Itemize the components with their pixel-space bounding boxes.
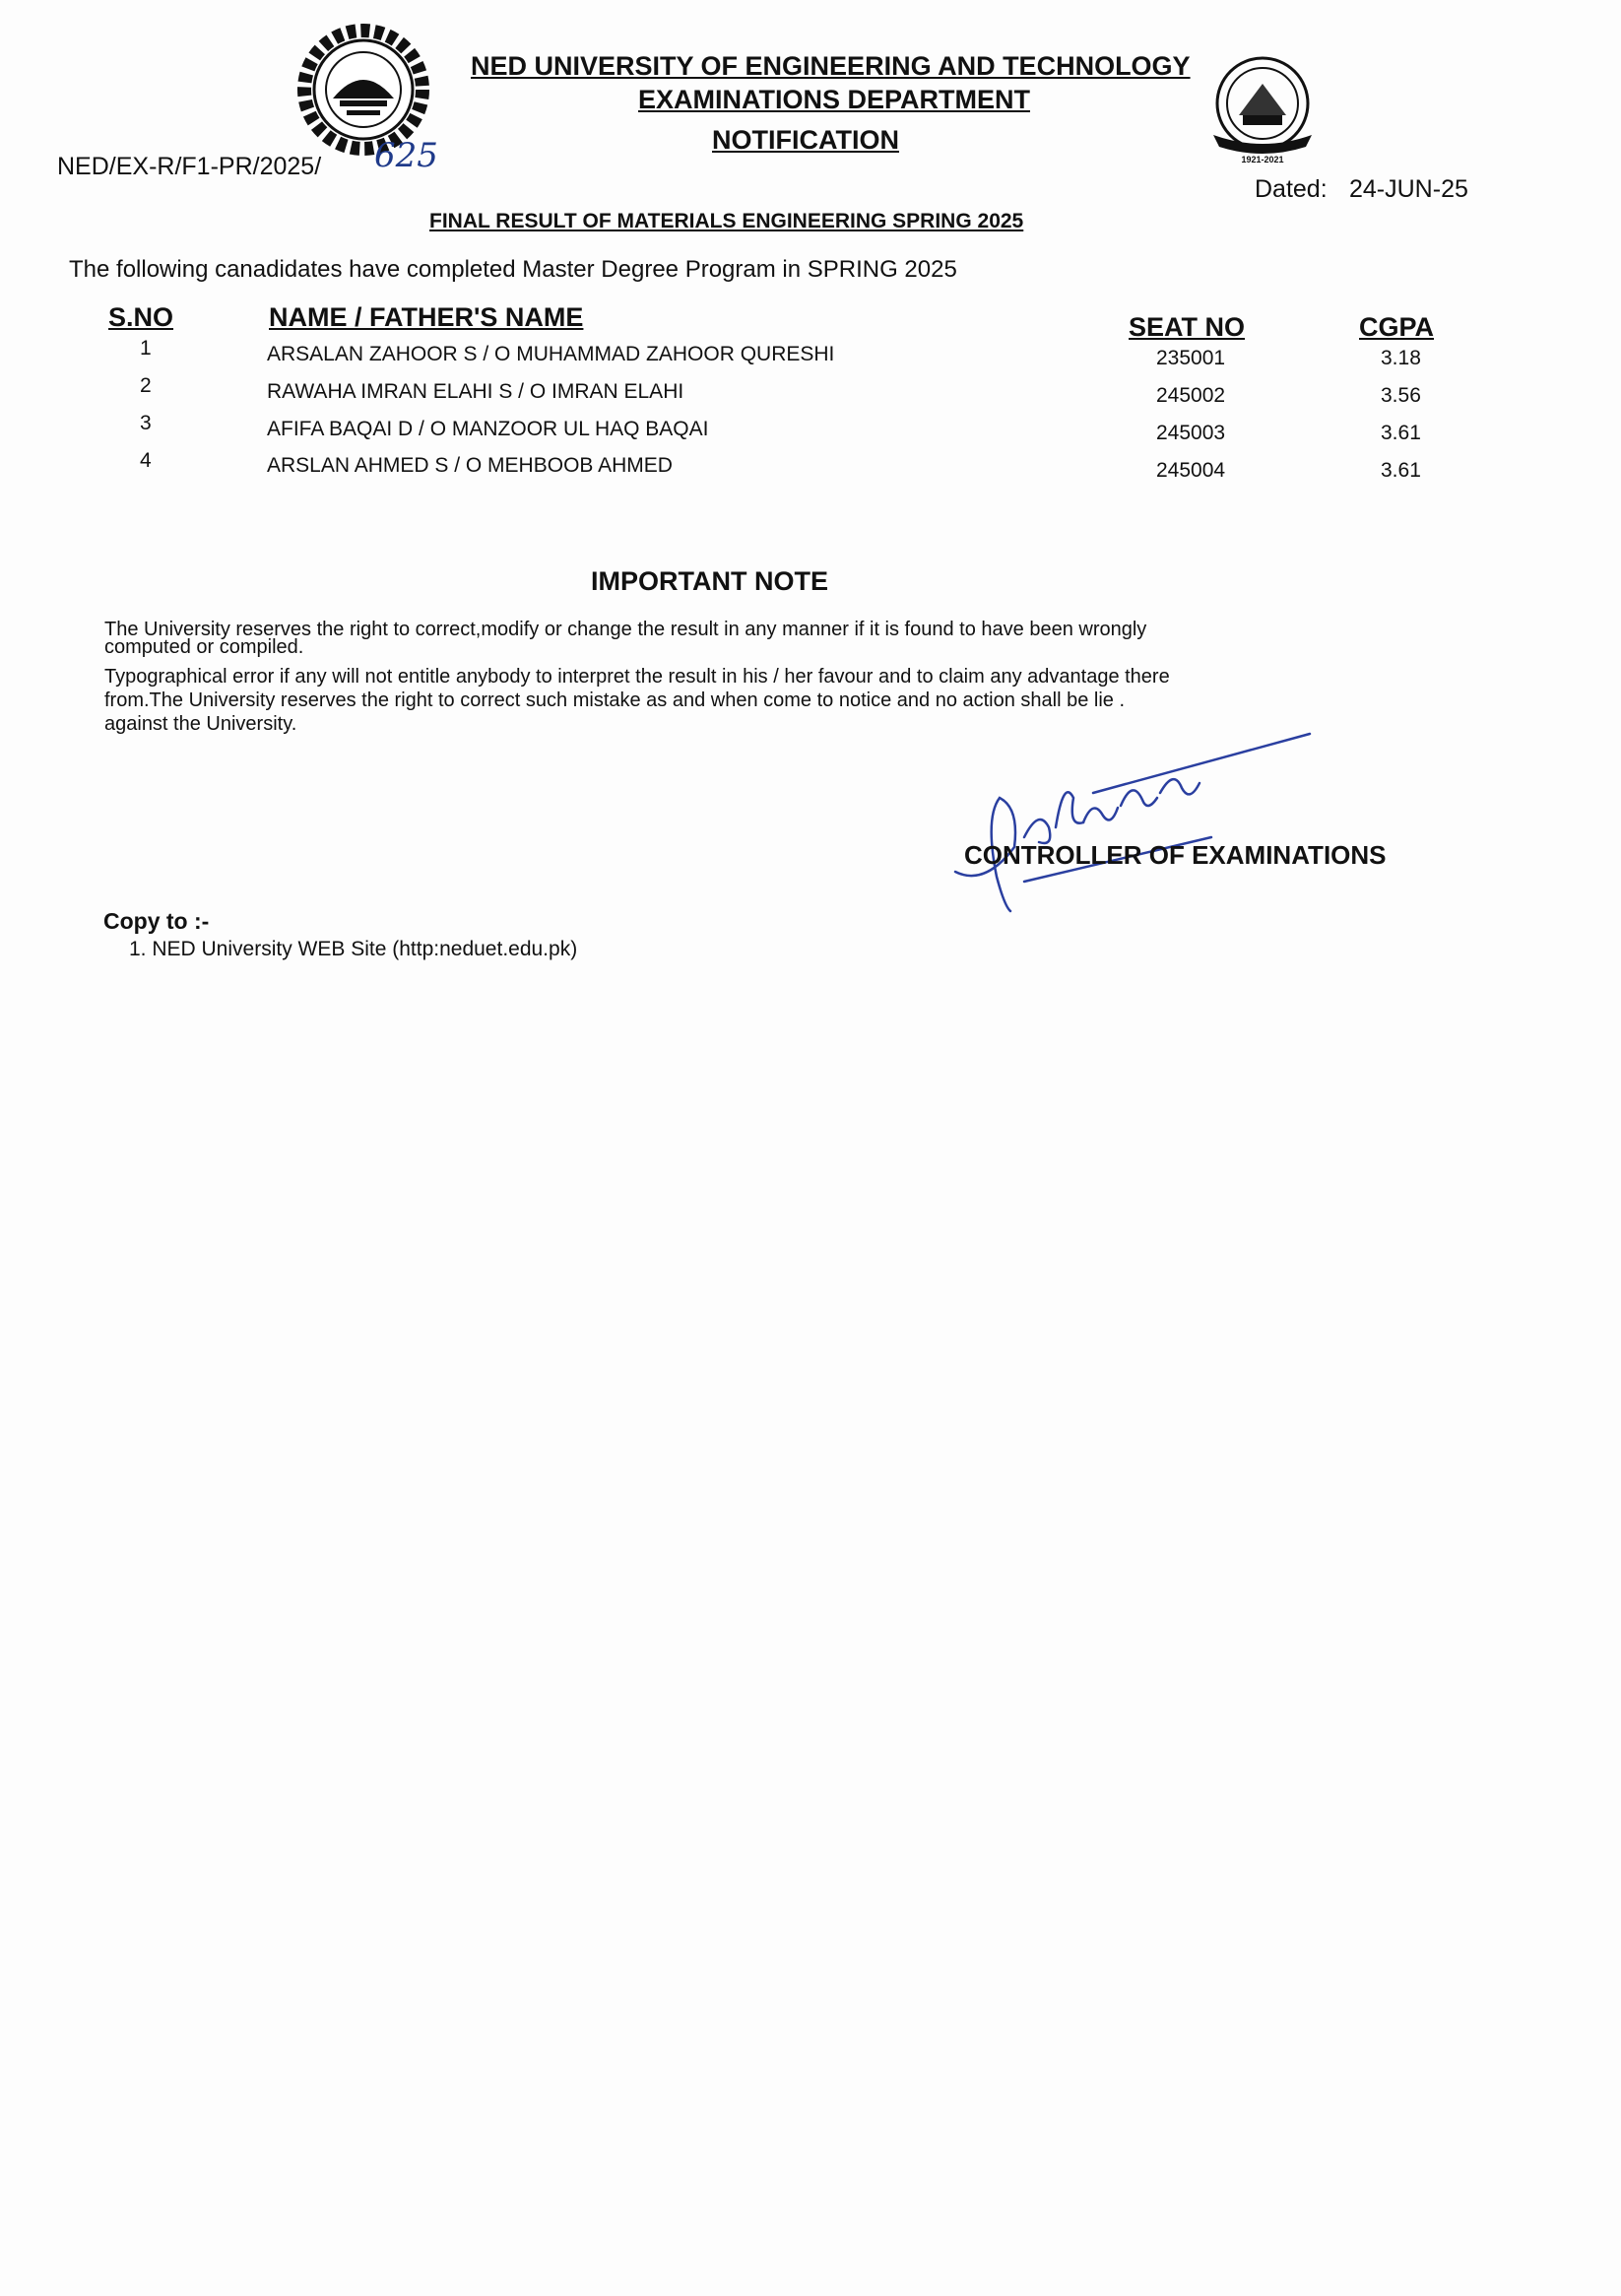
seal-year: 1921-2021	[1241, 155, 1284, 164]
important-note-line-3: Typographical error if any will not entitle anybody to interpret the result in his / her favour and to claim any advantage there	[104, 666, 1170, 688]
table-cell-cgpa: 3.56	[1381, 384, 1421, 407]
handwritten-ref-number: 625	[374, 136, 438, 175]
notification-heading: NOTIFICATION	[712, 125, 899, 155]
important-note-line-1: The University reserves the right to correct,modify or change the result in any manner if it is found to have been wrongly	[104, 619, 1147, 640]
table-cell-name: RAWAHA IMRAN ELAHI S / O IMRAN ELAHI	[267, 380, 684, 403]
table-cell-sno: 4	[140, 449, 152, 472]
table-cell-name: ARSALAN ZAHOOR S / O MUHAMMAD ZAHOOR QURESHI	[267, 343, 835, 365]
table-cell-sno: 3	[140, 412, 152, 434]
controller-signature	[945, 689, 1320, 926]
important-note-line-5: against the University.	[104, 713, 297, 735]
copy-to-item: 1. NED University WEB Site (http:neduet.edu.pk)	[129, 938, 578, 960]
column-header-cgpa: CGPA	[1359, 312, 1435, 342]
column-header-name: NAME / FATHER'S NAME	[269, 302, 584, 332]
table-cell-cgpa: 3.61	[1381, 422, 1421, 444]
university-name: NED UNIVERSITY OF ENGINEERING AND TECHNOLOGY	[471, 51, 1191, 81]
dated-label: Dated:	[1255, 175, 1328, 203]
copy-to-heading: Copy to :-	[103, 908, 210, 934]
table-cell-cgpa: 3.18	[1381, 347, 1421, 369]
important-note-heading: IMPORTANT NOTE	[591, 566, 828, 596]
table-cell-seat: 245002	[1156, 384, 1226, 407]
table-cell-seat: 245004	[1156, 459, 1226, 482]
table-cell-sno: 1	[140, 337, 152, 360]
dated-value: 24-JUN-25	[1349, 175, 1468, 203]
table-cell-sno: 2	[140, 374, 152, 397]
centenary-seal-logo	[1203, 54, 1322, 164]
department-name: EXAMINATIONS DEPARTMENT	[638, 85, 1030, 114]
table-cell-name: ARSLAN AHMED S / O MEHBOOB AHMED	[267, 454, 673, 477]
column-header-seat: SEAT NO	[1129, 312, 1246, 342]
important-note-line-4: from.The University reserves the right to correct such mistake as and when come to notice and no action shall be lie .	[104, 689, 1126, 711]
table-cell-seat: 235001	[1156, 347, 1226, 369]
result-title: FINAL RESULT OF MATERIALS ENGINEERING SPRING 2025	[429, 210, 1024, 232]
important-note-line-2: computed or compiled.	[104, 636, 304, 658]
table-cell-cgpa: 3.61	[1381, 459, 1421, 482]
reference-number: NED/EX-R/F1-PR/2025/	[57, 153, 322, 180]
column-header-sno: S.NO	[108, 302, 174, 332]
table-cell-name: AFIFA BAQAI D / O MANZOOR UL HAQ BAQAI	[267, 418, 709, 440]
intro-text: The following canadidates have completed Master Degree Program in SPRING 2025	[69, 256, 957, 283]
table-cell-seat: 245003	[1156, 422, 1226, 444]
controller-title: CONTROLLER OF EXAMINATIONS	[964, 840, 1387, 870]
